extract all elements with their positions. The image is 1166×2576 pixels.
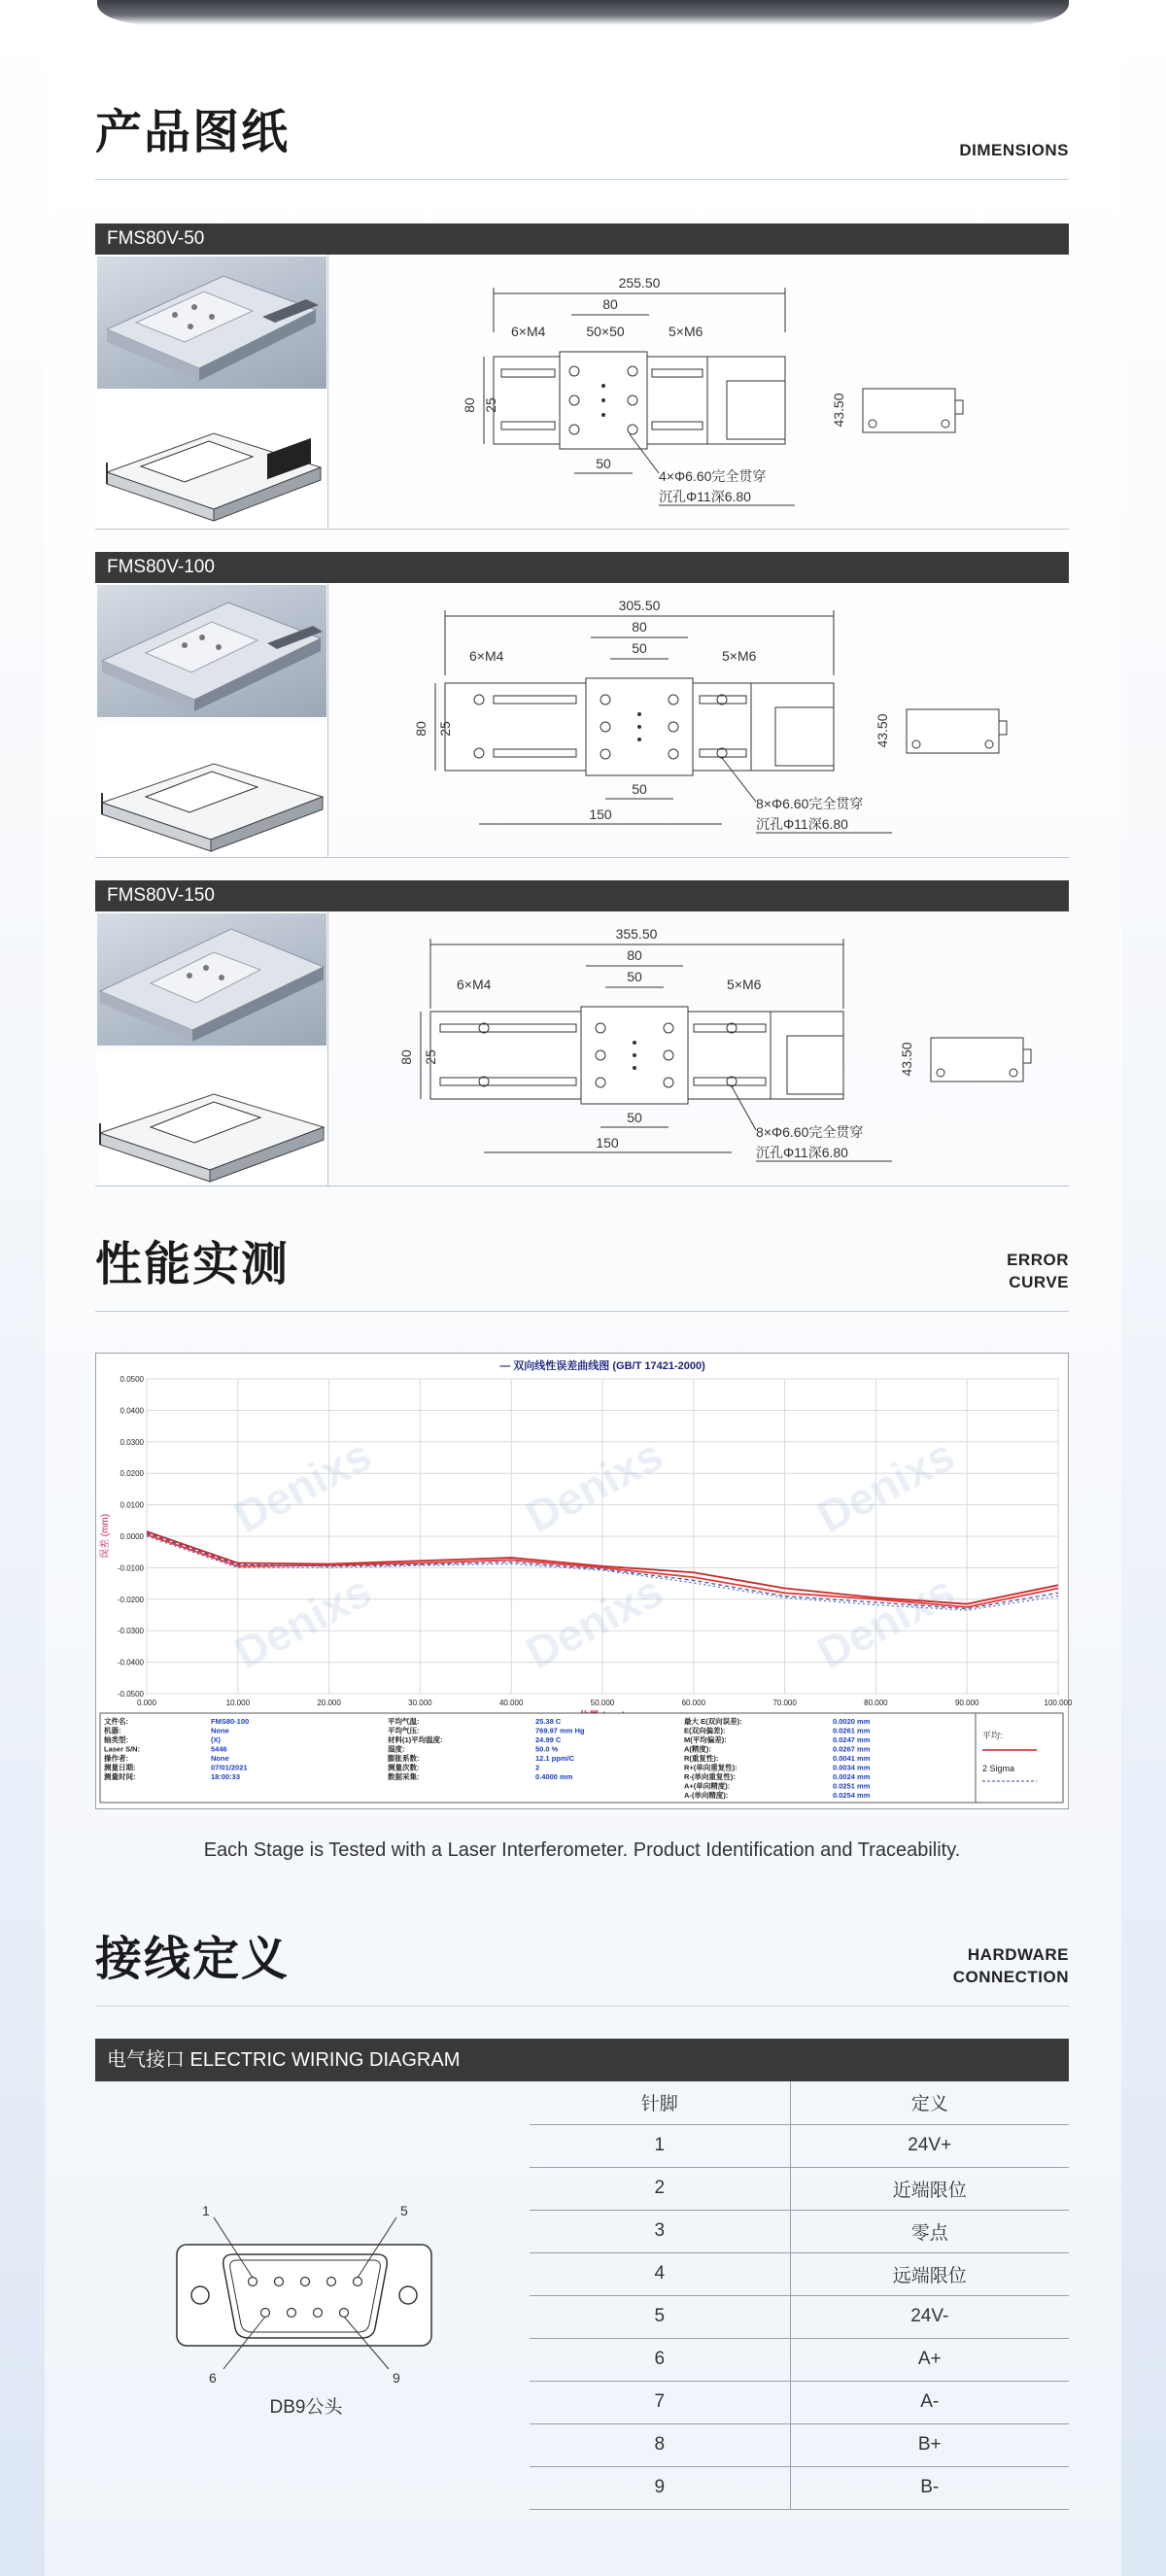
x-tick-label: 10.000: [225, 1699, 251, 1707]
dim-side: 43.50: [874, 713, 890, 748]
dim-inner: 25: [437, 721, 453, 737]
subtitle-line-1: HARDWARE: [967, 1945, 1069, 1964]
dim-length: 355.50: [615, 926, 658, 942]
pin-definition-table: [530, 2081, 1069, 2510]
db9-connector-drawing: [155, 2157, 457, 2390]
y-tick-label: 0.0200: [120, 1469, 144, 1479]
subtitle-line-2: CURVE: [1009, 1273, 1069, 1291]
dim-center: 80: [632, 619, 647, 635]
info-mid-label: 平均气温:: [388, 1717, 420, 1726]
hole-note-2: 沉孔Φ11深6.80: [756, 816, 848, 832]
pin-definition: B-: [790, 2466, 1069, 2509]
dim-bottom: 50: [632, 781, 647, 797]
info-right-label: R+(单向重复性):: [684, 1763, 737, 1772]
info-left-value: (X): [211, 1735, 221, 1744]
dim-side: 43.50: [831, 393, 846, 428]
model-name-bar: FMS80V-150: [95, 880, 1069, 911]
pin-definition: A-: [790, 2381, 1069, 2423]
info-left-value: 5446: [211, 1744, 227, 1754]
dim-height: 80: [462, 397, 477, 413]
performance-header: [95, 1224, 1069, 1312]
info-left-value: None: [211, 1754, 229, 1763]
y-axis-label: 误差 (mm): [100, 1513, 111, 1560]
pin-definition: 24V-: [790, 2295, 1069, 2338]
info-mid-value: 2: [535, 1763, 540, 1772]
wiring-diagram-bar: 电气接口 ELECTRIC WIRING DIAGRAM: [95, 2039, 1069, 2081]
pin-label-1: 1: [202, 2203, 210, 2218]
y-tick-label: -0.0500: [117, 1690, 144, 1699]
wiring-subtitle: [953, 1943, 1069, 1988]
info-mid-value: 24.99 C: [535, 1735, 562, 1744]
info-left-label: 轴类型:: [104, 1735, 128, 1744]
info-left-label: 文件名:: [104, 1717, 128, 1726]
dim-m6: 5×M6: [669, 324, 703, 339]
dim-length: 305.50: [618, 598, 661, 613]
y-tick-label: 0.0300: [120, 1437, 144, 1447]
pin-number: 1: [530, 2124, 790, 2167]
wiring-title: 接线定义: [95, 1932, 291, 1986]
info-right-value: 0.0261 mm: [833, 1726, 871, 1735]
legend-box: [976, 1713, 1063, 1803]
info-left-value: 07/01/2021: [211, 1763, 248, 1772]
pin-number: 2: [530, 2167, 790, 2210]
info-right-value: 0.0247 mm: [833, 1735, 871, 1744]
y-tick-label: -0.0300: [117, 1627, 144, 1636]
chart-title: — 双向线性误差曲线图 (GB/T 17421-2000): [499, 1360, 705, 1372]
model-block-3: [95, 880, 1069, 1186]
table-row: [530, 2295, 1069, 2338]
pin-label-5: 5: [400, 2203, 408, 2218]
pin-number: 3: [530, 2210, 790, 2252]
dim-height: 80: [398, 1049, 414, 1065]
x-tick-label: 50.000: [590, 1699, 615, 1707]
wiring-header: [95, 1919, 1069, 2007]
info-right-label: R(重复性):: [684, 1754, 719, 1763]
watermark: Denixs: [808, 1564, 963, 1679]
table-row: [530, 2466, 1069, 2509]
pin-definition: 零点: [790, 2210, 1069, 2252]
dimension-drawing: [338, 911, 1069, 1186]
dimension-drawing: [338, 583, 1069, 858]
model-block-2: [95, 552, 1069, 858]
product-photo-top: [97, 913, 326, 1046]
pin-number: 7: [530, 2381, 790, 2423]
info-mid-value: 50.0 %: [535, 1744, 559, 1754]
model-name-bar: FMS80V-100: [95, 552, 1069, 583]
test-caption: Each Stage is Tested with a Laser Interferometer. Product Identification and Traceability.: [203, 1839, 961, 1861]
performance-subtitle: [1007, 1249, 1069, 1293]
hole-note-2: 沉孔Φ11深6.80: [659, 489, 751, 504]
info-mid-label: 膨胀系数:: [388, 1754, 420, 1763]
dimensions-subtitle: DIMENSIONS: [959, 141, 1069, 159]
pin-definition: B+: [790, 2423, 1069, 2466]
legend-sigma: 2 Sigma: [982, 1764, 1015, 1773]
info-left-label: Laser S/N:: [104, 1744, 141, 1754]
x-tick-label: 40.000: [498, 1699, 524, 1707]
dim-side: 43.50: [899, 1042, 914, 1077]
info-mid-label: 数据采集:: [388, 1772, 420, 1781]
db9-label: DB9公头: [269, 2397, 343, 2418]
product-photo-top: [97, 257, 326, 389]
info-mid-label: 测量次数:: [388, 1763, 420, 1772]
pin-number: 4: [530, 2252, 790, 2295]
y-tick-label: 0.0400: [120, 1406, 144, 1416]
dim-height: 80: [413, 721, 429, 737]
dim-bottom: 50: [596, 456, 611, 471]
dim-center: 80: [602, 296, 618, 312]
pin-label-9: 9: [393, 2370, 400, 2386]
y-tick-label: 0.0500: [120, 1375, 144, 1384]
pin-number: 8: [530, 2423, 790, 2466]
hole-note-2: 沉孔Φ11深6.80: [756, 1145, 848, 1160]
table-row: [530, 2381, 1069, 2423]
y-tick-label: 0.0000: [120, 1532, 144, 1541]
info-right-label: A(精度):: [684, 1744, 711, 1754]
pin-definition: 24V+: [790, 2124, 1069, 2167]
dim-m4: 6×M4: [457, 977, 492, 992]
dim-inner: 25: [423, 1049, 438, 1065]
info-left-label: 操作者:: [104, 1754, 128, 1763]
x-tick-label: 100.000: [1044, 1699, 1073, 1707]
x-tick-label: 30.000: [408, 1699, 432, 1707]
watermark: Denixs: [517, 1428, 671, 1543]
dim-length: 255.50: [618, 275, 661, 291]
watermark: Denixs: [225, 1564, 380, 1679]
info-right-value: 0.0024 mm: [833, 1772, 871, 1781]
info-right-value: 0.0020 mm: [833, 1717, 871, 1726]
product-photo-top: [97, 585, 326, 717]
x-tick-label: 0.000: [136, 1699, 157, 1707]
x-tick-label: 70.000: [772, 1699, 797, 1707]
y-tick-label: -0.0100: [117, 1563, 144, 1573]
hole-note-1: 4×Φ6.60完全贯穿: [659, 468, 767, 484]
table-row: [530, 2210, 1069, 2252]
info-mid-label: 湿度:: [388, 1744, 405, 1754]
info-right-value: 0.0034 mm: [833, 1763, 871, 1772]
top-product-shadow: [97, 0, 1069, 25]
x-tick-label: 20.000: [317, 1699, 341, 1707]
pin-number: 9: [530, 2466, 790, 2509]
info-right-value: 0.0267 mm: [833, 1744, 871, 1754]
dim-m6: 5×M6: [727, 977, 762, 992]
hole-note-1: 8×Φ6.60完全贯穿: [756, 796, 864, 811]
watermark: Denixs: [225, 1428, 380, 1543]
dim-bottom-2: 150: [596, 1135, 619, 1151]
pin-definition: 近端限位: [790, 2167, 1069, 2210]
info-right-value: 0.0251 mm: [833, 1781, 871, 1791]
y-tick-label: -0.0400: [117, 1658, 144, 1667]
info-left-label: 测量日期:: [104, 1763, 136, 1772]
info-mid-label: 平均气压:: [388, 1726, 420, 1735]
info-mid-value: 0.4000 mm: [535, 1772, 573, 1781]
column-header-definition: 定义: [790, 2081, 1069, 2124]
pin-number: 5: [530, 2295, 790, 2338]
pin-definition: A+: [790, 2338, 1069, 2381]
dimensions-title: 产品图纸: [95, 105, 291, 159]
info-right-label: M(平均偏差):: [684, 1735, 727, 1744]
info-left-value: FMS80-100: [211, 1717, 250, 1726]
product-photos: [95, 255, 328, 530]
dim-m6: 5×M6: [722, 648, 757, 664]
dim-grid: 50×50: [586, 324, 625, 339]
watermark: Denixs: [517, 1564, 671, 1679]
y-tick-label: -0.0200: [117, 1595, 144, 1604]
dim-bottom-2: 150: [589, 807, 612, 822]
product-photos: [95, 911, 328, 1186]
dimensions-header: [95, 92, 1069, 180]
pin-label-6: 6: [209, 2370, 217, 2386]
info-left-label: 测量时间:: [104, 1772, 136, 1781]
dim-grid: 50: [627, 969, 642, 984]
table-row: [530, 2167, 1069, 2210]
dim-bottom: 50: [627, 1110, 642, 1125]
info-right-value: 0.0041 mm: [833, 1754, 871, 1763]
table-row: [530, 2252, 1069, 2295]
info-left-label: 机器:: [104, 1726, 121, 1735]
info-right-label: 最大 E(双向误差):: [684, 1717, 742, 1726]
info-right-label: R-(单向重复性):: [684, 1772, 736, 1781]
column-header-pin: 针脚: [530, 2081, 790, 2124]
product-photo-side: [97, 395, 326, 527]
subtitle-line-1: ERROR: [1007, 1251, 1069, 1269]
performance-title: 性能实测: [95, 1237, 291, 1291]
info-left-value: None: [211, 1726, 229, 1735]
subtitle-line-2: CONNECTION: [952, 1968, 1069, 1986]
y-tick-label: 0.0100: [120, 1500, 144, 1510]
watermark: Denixs: [808, 1428, 963, 1543]
x-tick-label: 60.000: [681, 1699, 706, 1707]
dim-m4: 6×M4: [511, 324, 546, 339]
product-photos: [95, 583, 328, 858]
legend-average: 平均:: [982, 1731, 1003, 1740]
error-curve-chart: [95, 1353, 1073, 1809]
info-mid-value: 12.1 ppm/C: [535, 1754, 575, 1763]
info-left-value: 18:00:33: [211, 1772, 241, 1781]
model-name-bar: FMS80V-50: [95, 223, 1069, 255]
dim-m4: 6×M4: [469, 648, 504, 664]
table-row: [530, 2338, 1069, 2381]
info-mid-value: 25.38 C: [535, 1717, 562, 1726]
dim-grid: 50: [632, 640, 647, 656]
product-photo-side: [97, 1051, 326, 1184]
table-row: [530, 2124, 1069, 2167]
info-right-label: A-(单向精度):: [684, 1791, 729, 1800]
dim-inner: 25: [483, 397, 498, 413]
dimension-drawing: [338, 255, 1069, 530]
x-tick-label: 80.000: [864, 1699, 888, 1707]
table-row: [530, 2423, 1069, 2466]
pin-number: 6: [530, 2338, 790, 2381]
x-tick-label: 90.000: [954, 1699, 979, 1707]
info-mid-value: 769.97 mm Hg: [535, 1726, 585, 1735]
info-right-label: A+(单向精度):: [684, 1781, 731, 1791]
dim-center: 80: [627, 947, 642, 963]
info-mid-label: 材料(1)平均温度:: [388, 1735, 443, 1744]
hole-note-1: 8×Φ6.60完全贯穿: [756, 1124, 864, 1140]
table-header-row: [530, 2081, 1069, 2124]
product-photo-side: [97, 723, 326, 855]
model-block-1: [95, 223, 1069, 530]
pin-definition: 远端限位: [790, 2252, 1069, 2295]
info-right-value: 0.0254 mm: [833, 1791, 871, 1800]
info-right-label: E(双向偏差):: [684, 1726, 726, 1735]
